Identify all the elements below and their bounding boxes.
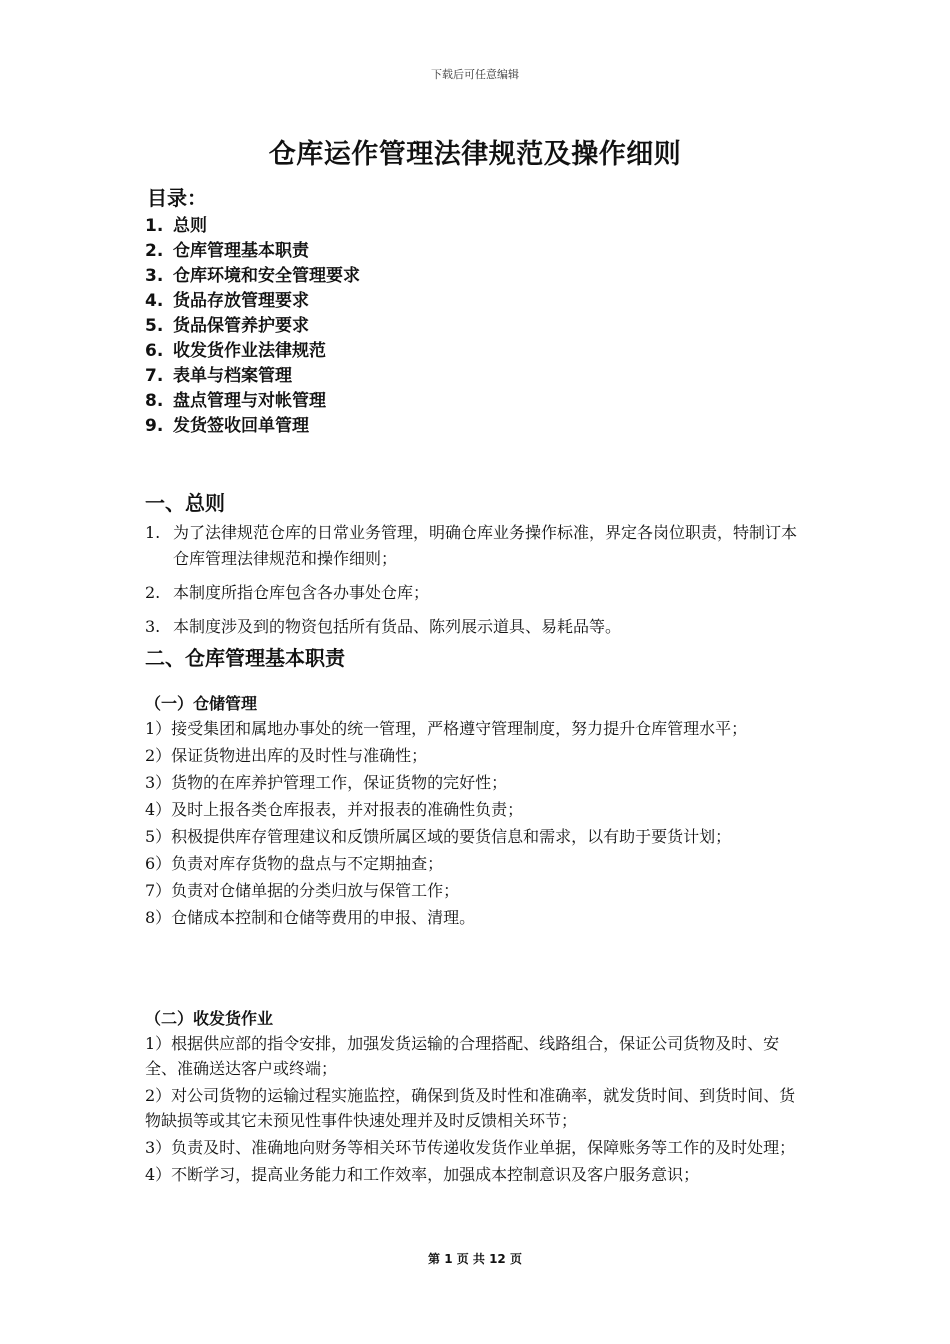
- item-text: 本制度涉及到的物资包括所有货品、陈列展示道具、易耗品等。: [173, 617, 622, 636]
- toc-item: [145, 239, 360, 264]
- toc-label: 目录：: [147, 186, 207, 210]
- toc-item-label: 发货签收回单管理: [173, 416, 309, 436]
- list-item: 2）对公司货物的运输过程实施监控，确保到货及时性和准确率，就发货时间、到货时间、货物缺损等或其它未预见性事件快速处理并及时反馈相关环节；: [145, 1086, 796, 1130]
- toc-item-label: 总则: [173, 216, 207, 236]
- item-number: 2.: [145, 583, 161, 602]
- section-heading-responsibilities: 二、仓库管理基本职责: [145, 646, 345, 670]
- list-item: [145, 520, 810, 572]
- toc-item: [145, 264, 360, 289]
- list-item: [145, 614, 810, 640]
- item-text: 为了法律规范仓库的日常业务管理，明确仓库业务操作标准，界定各岗位职责，特制订本仓库管理法律规范和操作细则；: [173, 523, 798, 568]
- toc-item-number: 8.: [145, 391, 164, 411]
- list-item: 2）保证货物进出库的及时性与准确性；: [145, 746, 428, 765]
- toc-item-number: 9.: [145, 416, 164, 436]
- section-heading-general: 一、总则: [145, 491, 225, 515]
- list-item: 7）负责对仓储单据的分类归放与保管工作；: [145, 881, 460, 900]
- list-item: 3）货物的在库养护管理工作，保证货物的完好性；: [145, 773, 508, 792]
- list-item: 3）负责及时、准确地向财务等相关环节传递收发货作业单据，保障账务等工作的及时处理；: [145, 1138, 796, 1157]
- toc-item: [145, 389, 360, 414]
- table-of-contents: [145, 214, 360, 439]
- toc-item-number: 6.: [145, 341, 164, 361]
- list-item: 5）积极提供库存管理建议和反馈所属区域的要货信息和需求，以有助于要货计划；: [145, 827, 732, 846]
- toc-item-number: 7.: [145, 366, 164, 386]
- toc-item-number: 4.: [145, 291, 164, 311]
- toc-item: [145, 214, 360, 239]
- toc-item-label: 货品保管养护要求: [173, 316, 309, 336]
- toc-item: [145, 314, 360, 339]
- list-item: 6）负责对库存货物的盘点与不定期抽查；: [145, 854, 444, 873]
- storage-management-list: [145, 716, 810, 932]
- list-item: [145, 580, 810, 606]
- toc-item-number: 5.: [145, 316, 164, 336]
- item-number: 1.: [145, 523, 161, 542]
- toc-item-label: 收发货作业法律规范: [173, 341, 326, 361]
- toc-item-number: 3.: [145, 266, 164, 286]
- toc-item: [145, 364, 360, 389]
- toc-item: [145, 289, 360, 314]
- toc-item-label: 盘点管理与对帐管理: [173, 391, 326, 411]
- list-item: 1）接受集团和属地办事处的统一管理，严格遵守管理制度，努力提升仓库管理水平；: [145, 719, 748, 738]
- toc-item-label: 货品存放管理要求: [173, 291, 309, 311]
- toc-item-label: 仓库管理基本职责: [173, 241, 309, 261]
- toc-item-label: 仓库环境和安全管理要求: [173, 266, 360, 286]
- toc-item-number: 1.: [145, 216, 164, 236]
- list-item: 1）根据供应部的指令安排，加强发货运输的合理搭配、线路组合，保证公司货物及时、安全、准确送达客户或终端；: [145, 1034, 780, 1078]
- general-provisions-list: [145, 520, 810, 648]
- list-item: 4）及时上报各类仓库报表，并对报表的准确性负责；: [145, 800, 524, 819]
- subsection-heading-storage: （一）仓储管理: [145, 694, 258, 713]
- subsection-heading-shipping: （二）收发货作业: [145, 1009, 274, 1028]
- toc-item-number: 2.: [145, 241, 164, 261]
- page-footer: 第 1 页 共 12 页: [428, 1252, 522, 1266]
- list-item: 4）不断学习，提高业务能力和工作效率，加强成本控制意识及客户服务意识；: [145, 1165, 700, 1184]
- toc-item-label: 表单与档案管理: [173, 366, 292, 386]
- document-title: 仓库运作管理法律规范及操作细则: [268, 139, 682, 170]
- page-header: 下载后可任意编辑: [431, 68, 519, 81]
- toc-item: [145, 414, 360, 439]
- item-number: 3.: [145, 617, 161, 636]
- shipping-operations-list: [145, 1031, 810, 1189]
- item-text: 本制度所指仓库包含各办事处仓库；: [173, 583, 430, 602]
- toc-item: [145, 339, 360, 364]
- list-item: 8）仓储成本控制和仓储等费用的申报、清理。: [145, 908, 476, 927]
